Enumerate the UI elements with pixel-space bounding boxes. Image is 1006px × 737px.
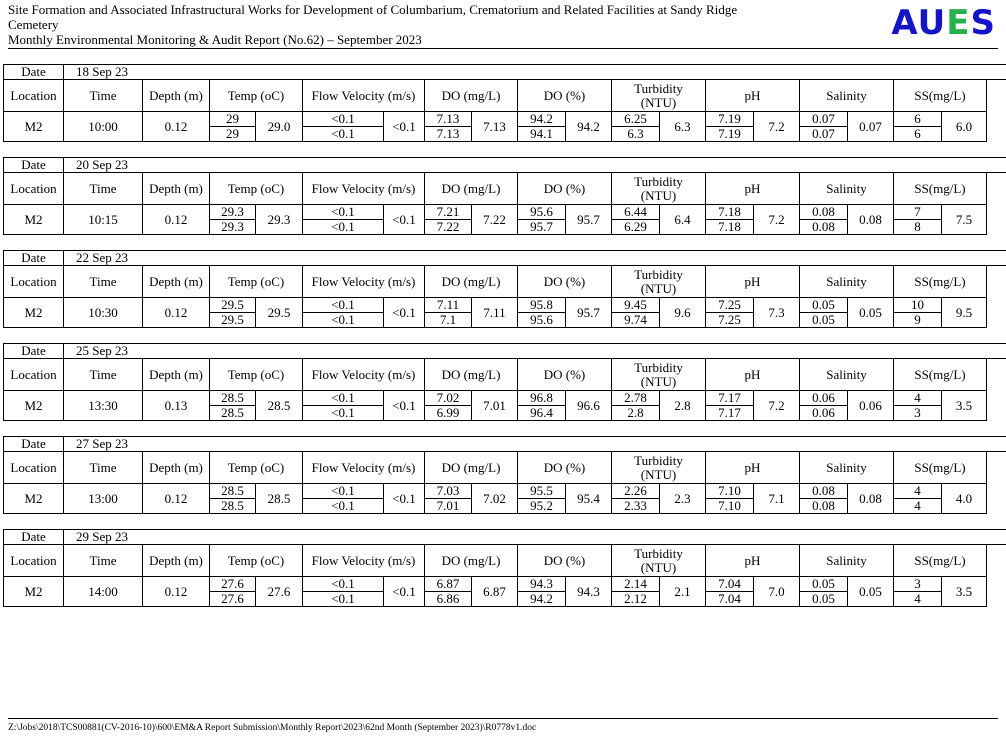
- temp-reading-2: 27.6: [210, 592, 256, 607]
- ph-header: pH: [706, 359, 800, 391]
- flow-velocity-header: Flow Velocity (m/s): [303, 545, 425, 577]
- salinity-header: Salinity: [800, 80, 894, 112]
- temp-reading-2: 29: [210, 127, 256, 142]
- temp-reading-1: 27.6: [210, 577, 256, 592]
- do-percent-reading-2: 95.7: [518, 220, 566, 235]
- do-percent-reading-2: 94.2: [518, 592, 566, 607]
- time-value: 13:30: [64, 391, 143, 421]
- do-mgl-reading-2: 7.13: [425, 127, 472, 142]
- temp-average: 29.0: [256, 112, 303, 142]
- depth-header: Depth (m): [143, 173, 210, 205]
- turbidity-header: [612, 80, 706, 112]
- column-header-row: [4, 173, 1006, 205]
- monitoring-table: [3, 64, 1006, 142]
- ss-reading-1: 4: [894, 484, 942, 499]
- ss-reading-2: 3: [894, 406, 942, 421]
- salinity-reading-1: 0.05: [800, 577, 848, 592]
- time-value: 10:15: [64, 205, 143, 235]
- ph-reading-1: 7.19: [706, 112, 754, 127]
- time-header: Time: [64, 452, 143, 484]
- turbidity-average: 2.3: [660, 484, 706, 514]
- location-value: M2: [4, 577, 64, 607]
- flow-velocity-average: <0.1: [384, 205, 425, 235]
- location-value: M2: [4, 205, 64, 235]
- flow-velocity-header: Flow Velocity (m/s): [303, 266, 425, 298]
- do-percent-average: 95.4: [566, 484, 612, 514]
- do-mgl-header: DO (mg/L): [425, 80, 518, 112]
- temp-average: 28.5: [256, 484, 303, 514]
- ss-header: SS(mg/L): [894, 359, 987, 391]
- column-header-row: [4, 545, 1006, 577]
- date-label: Date: [4, 344, 64, 359]
- title-line-2: Cemetery: [8, 17, 59, 32]
- temp-reading-1: 28.5: [210, 391, 256, 406]
- salinity-reading-2: 0.07: [800, 127, 848, 142]
- do-mgl-reading-1: 7.13: [425, 112, 472, 127]
- ph-reading-2: 7.04: [706, 592, 754, 607]
- do-percent-reading-2: 94.1: [518, 127, 566, 142]
- turbidity-reading-2: 2.33: [612, 499, 660, 514]
- ph-reading-1: 7.04: [706, 577, 754, 592]
- value-row-1: [4, 391, 1006, 406]
- temp-reading-1: 29: [210, 112, 256, 127]
- location-header: Location: [4, 266, 64, 298]
- date-value: 27 Sep 23: [64, 437, 1006, 452]
- depth-value: 0.12: [143, 577, 210, 607]
- turbidity-unit: (NTU): [640, 187, 677, 203]
- turbidity-reading-1: 9.45: [612, 298, 660, 313]
- do-mgl-reading-2: 6.99: [425, 406, 472, 421]
- depth-header: Depth (m): [143, 545, 210, 577]
- do-mgl-average: 7.13: [472, 112, 518, 142]
- ph-header: pH: [706, 545, 800, 577]
- temp-reading-1: 28.5: [210, 484, 256, 499]
- title-line-1: Site Formation and Associated Infrastructural Works for Development of Columbarium, Crematorium and Related Facilities at Sandy Ridge: [8, 2, 738, 17]
- do-mgl-average: 7.22: [472, 205, 518, 235]
- salinity-reading-1: 0.06: [800, 391, 848, 406]
- value-row-1: [4, 205, 1006, 220]
- do-percent-average: 95.7: [566, 205, 612, 235]
- ss-header: SS(mg/L): [894, 266, 987, 298]
- ph-average: 7.2: [754, 205, 800, 235]
- value-row-1: [4, 112, 1006, 127]
- column-header-row: [4, 452, 1006, 484]
- date-row: [4, 344, 1006, 359]
- monitoring-tables: [3, 64, 1004, 622]
- depth-value: 0.13: [143, 391, 210, 421]
- turbidity-reading-1: 2.78: [612, 391, 660, 406]
- ss-average: 3.5: [942, 391, 987, 421]
- salinity-reading-2: 0.05: [800, 592, 848, 607]
- time-header: Time: [64, 173, 143, 205]
- turbidity-average: 6.3: [660, 112, 706, 142]
- salinity-header: Salinity: [800, 173, 894, 205]
- do-mgl-reading-1: 7.11: [425, 298, 472, 313]
- turbidity-reading-2: 6.3: [612, 127, 660, 142]
- do-mgl-reading-1: 7.02: [425, 391, 472, 406]
- temp-average: 29.3: [256, 205, 303, 235]
- flow-velocity-reading-1: <0.1: [303, 577, 384, 592]
- monitoring-table: [3, 157, 1006, 235]
- do-percent-reading-1: 95.5: [518, 484, 566, 499]
- flow-velocity-reading-1: <0.1: [303, 298, 384, 313]
- salinity-average: 0.08: [848, 205, 894, 235]
- turbidity-header: [612, 545, 706, 577]
- do-mgl-average: 7.02: [472, 484, 518, 514]
- date-label: Date: [4, 65, 64, 80]
- ss-reading-2: 9: [894, 313, 942, 328]
- column-header-row: [4, 80, 1006, 112]
- turbidity-reading-1: 2.14: [612, 577, 660, 592]
- time-header: Time: [64, 545, 143, 577]
- salinity-header: Salinity: [800, 266, 894, 298]
- location-value: M2: [4, 112, 64, 142]
- ph-average: 7.3: [754, 298, 800, 328]
- ss-average: 4.0: [942, 484, 987, 514]
- ss-average: 9.5: [942, 298, 987, 328]
- depth-value: 0.12: [143, 298, 210, 328]
- temp-reading-2: 29.3: [210, 220, 256, 235]
- location-header: Location: [4, 545, 64, 577]
- salinity-reading-1: 0.05: [800, 298, 848, 313]
- ph-average: 7.1: [754, 484, 800, 514]
- do-percent-reading-2: 95.6: [518, 313, 566, 328]
- ph-header: pH: [706, 173, 800, 205]
- do-mgl-reading-1: 6.87: [425, 577, 472, 592]
- do-percent-header: DO (%): [518, 266, 612, 298]
- temp-reading-2: 28.5: [210, 499, 256, 514]
- salinity-reading-1: 0.07: [800, 112, 848, 127]
- location-value: M2: [4, 298, 64, 328]
- salinity-average: 0.05: [848, 298, 894, 328]
- time-value: 10:30: [64, 298, 143, 328]
- do-mgl-average: 7.11: [472, 298, 518, 328]
- temp-reading-1: 29.5: [210, 298, 256, 313]
- turbidity-unit: (NTU): [640, 94, 677, 110]
- do-mgl-reading-2: 7.01: [425, 499, 472, 514]
- ss-reading-2: 8: [894, 220, 942, 235]
- flow-velocity-reading-2: <0.1: [303, 592, 384, 607]
- salinity-reading-1: 0.08: [800, 205, 848, 220]
- report-header: [8, 2, 998, 49]
- value-row-1: [4, 298, 1006, 313]
- turbidity-reading-2: 6.29: [612, 220, 660, 235]
- time-header: Time: [64, 80, 143, 112]
- temp-header: Temp (oC): [210, 545, 303, 577]
- do-percent-reading-2: 96.4: [518, 406, 566, 421]
- ss-reading-1: 7: [894, 205, 942, 220]
- title-line-3: Monthly Environmental Monitoring & Audit Report (No.62) – September 2023: [8, 32, 422, 47]
- do-percent-average: 94.2: [566, 112, 612, 142]
- salinity-reading-2: 0.06: [800, 406, 848, 421]
- flow-velocity-average: <0.1: [384, 577, 425, 607]
- location-value: M2: [4, 391, 64, 421]
- turbidity-header: [612, 173, 706, 205]
- ph-reading-2: 7.17: [706, 406, 754, 421]
- turbidity-average: 9.6: [660, 298, 706, 328]
- flow-velocity-reading-2: <0.1: [303, 220, 384, 235]
- ph-header: pH: [706, 80, 800, 112]
- temp-reading-2: 29.5: [210, 313, 256, 328]
- temp-header: Temp (oC): [210, 80, 303, 112]
- turbidity-average: 6.4: [660, 205, 706, 235]
- do-percent-header: DO (%): [518, 545, 612, 577]
- do-percent-header: DO (%): [518, 80, 612, 112]
- ph-header: pH: [706, 266, 800, 298]
- turbidity-reading-1: 2.26: [612, 484, 660, 499]
- ph-reading-1: 7.10: [706, 484, 754, 499]
- flow-velocity-reading-2: <0.1: [303, 499, 384, 514]
- do-mgl-header: DO (mg/L): [425, 545, 518, 577]
- flow-velocity-reading-1: <0.1: [303, 205, 384, 220]
- monitoring-table: [3, 343, 1006, 421]
- salinity-reading-2: 0.08: [800, 499, 848, 514]
- flow-velocity-header: Flow Velocity (m/s): [303, 80, 425, 112]
- turbidity-unit: (NTU): [640, 559, 677, 575]
- ss-header: SS(mg/L): [894, 173, 987, 205]
- monitoring-table: [3, 436, 1006, 514]
- ss-reading-2: 6: [894, 127, 942, 142]
- ss-average: 7.5: [942, 205, 987, 235]
- do-mgl-header: DO (mg/L): [425, 266, 518, 298]
- turbidity-header: [612, 452, 706, 484]
- do-mgl-average: 7.01: [472, 391, 518, 421]
- turbidity-label: Turbidity: [634, 173, 683, 189]
- date-value: 18 Sep 23: [64, 65, 1006, 80]
- flow-velocity-average: <0.1: [384, 112, 425, 142]
- value-row-1: [4, 484, 1006, 499]
- ph-reading-1: 7.17: [706, 391, 754, 406]
- turbidity-header: [612, 359, 706, 391]
- do-mgl-reading-1: 7.21: [425, 205, 472, 220]
- time-header: Time: [64, 266, 143, 298]
- salinity-reading-2: 0.08: [800, 220, 848, 235]
- do-percent-reading-1: 96.8: [518, 391, 566, 406]
- date-value: 22 Sep 23: [64, 251, 1006, 266]
- date-row: [4, 65, 1006, 80]
- ss-header: SS(mg/L): [894, 80, 987, 112]
- turbidity-label: Turbidity: [634, 359, 683, 375]
- date-label: Date: [4, 437, 64, 452]
- do-percent-average: 96.6: [566, 391, 612, 421]
- temp-header: Temp (oC): [210, 452, 303, 484]
- ph-reading-2: 7.10: [706, 499, 754, 514]
- flow-velocity-reading-2: <0.1: [303, 127, 384, 142]
- turbidity-unit: (NTU): [640, 466, 677, 482]
- ph-header: pH: [706, 452, 800, 484]
- time-header: Time: [64, 359, 143, 391]
- salinity-header: Salinity: [800, 452, 894, 484]
- logo-part-2: E: [946, 3, 971, 43]
- ss-header: SS(mg/L): [894, 452, 987, 484]
- file-path-footer: Z:\Jobs\2018\TCS00881(CV-2016-10)\600\EM&A Report Submission\Monthly Report\2023\62nd Month (September 2023)\R0778v1.doc: [8, 718, 998, 734]
- temp-reading-1: 29.3: [210, 205, 256, 220]
- do-mgl-reading-2: 6.86: [425, 592, 472, 607]
- flow-velocity-header: Flow Velocity (m/s): [303, 173, 425, 205]
- depth-header: Depth (m): [143, 452, 210, 484]
- ss-average: 3.5: [942, 577, 987, 607]
- do-mgl-header: DO (mg/L): [425, 452, 518, 484]
- ss-reading-1: 3: [894, 577, 942, 592]
- do-percent-reading-1: 94.3: [518, 577, 566, 592]
- date-value: 20 Sep 23: [64, 158, 1006, 173]
- turbidity-reading-1: 6.25: [612, 112, 660, 127]
- location-value: M2: [4, 484, 64, 514]
- ss-header: SS(mg/L): [894, 545, 987, 577]
- turbidity-unit: (NTU): [640, 373, 677, 389]
- ph-reading-2: 7.18: [706, 220, 754, 235]
- do-percent-average: 94.3: [566, 577, 612, 607]
- date-value: 29 Sep 23: [64, 530, 1006, 545]
- flow-velocity-header: Flow Velocity (m/s): [303, 359, 425, 391]
- salinity-reading-1: 0.08: [800, 484, 848, 499]
- flow-velocity-average: <0.1: [384, 484, 425, 514]
- flow-velocity-average: <0.1: [384, 391, 425, 421]
- date-label: Date: [4, 158, 64, 173]
- monitoring-table: [3, 529, 1006, 607]
- temp-reading-2: 28.5: [210, 406, 256, 421]
- do-mgl-reading-1: 7.03: [425, 484, 472, 499]
- temp-average: 29.5: [256, 298, 303, 328]
- flow-velocity-reading-2: <0.1: [303, 406, 384, 421]
- turbidity-label: Turbidity: [634, 80, 683, 96]
- depth-header: Depth (m): [143, 80, 210, 112]
- ph-average: 7.2: [754, 391, 800, 421]
- ph-reading-2: 7.25: [706, 313, 754, 328]
- location-header: Location: [4, 452, 64, 484]
- do-mgl-header: DO (mg/L): [425, 359, 518, 391]
- do-percent-header: DO (%): [518, 452, 612, 484]
- flow-velocity-average: <0.1: [384, 298, 425, 328]
- do-percent-reading-1: 95.8: [518, 298, 566, 313]
- date-value: 25 Sep 23: [64, 344, 1006, 359]
- flow-velocity-reading-1: <0.1: [303, 391, 384, 406]
- ss-reading-2: 4: [894, 592, 942, 607]
- location-header: Location: [4, 359, 64, 391]
- turbidity-header: [612, 266, 706, 298]
- ph-average: 7.2: [754, 112, 800, 142]
- date-row: [4, 251, 1006, 266]
- salinity-average: 0.07: [848, 112, 894, 142]
- turbidity-label: Turbidity: [634, 545, 683, 561]
- location-header: Location: [4, 80, 64, 112]
- ph-average: 7.0: [754, 577, 800, 607]
- time-value: 13:00: [64, 484, 143, 514]
- report-title: [8, 2, 868, 47]
- flow-velocity-reading-2: <0.1: [303, 313, 384, 328]
- do-percent-reading-1: 94.2: [518, 112, 566, 127]
- column-header-row: [4, 359, 1006, 391]
- monitoring-table: [3, 250, 1006, 328]
- ph-reading-1: 7.25: [706, 298, 754, 313]
- salinity-average: 0.06: [848, 391, 894, 421]
- salinity-header: Salinity: [800, 359, 894, 391]
- turbidity-reading-2: 9.74: [612, 313, 660, 328]
- ss-reading-1: 10: [894, 298, 942, 313]
- date-row: [4, 158, 1006, 173]
- do-percent-reading-2: 95.2: [518, 499, 566, 514]
- depth-header: Depth (m): [143, 266, 210, 298]
- temp-header: Temp (oC): [210, 266, 303, 298]
- ss-reading-1: 4: [894, 391, 942, 406]
- logo-part-1: AU: [891, 3, 947, 43]
- time-value: 10:00: [64, 112, 143, 142]
- turbidity-reading-1: 6.44: [612, 205, 660, 220]
- date-label: Date: [4, 251, 64, 266]
- salinity-reading-2: 0.05: [800, 313, 848, 328]
- turbidity-label: Turbidity: [634, 266, 683, 282]
- flow-velocity-reading-1: <0.1: [303, 484, 384, 499]
- do-mgl-reading-2: 7.1: [425, 313, 472, 328]
- temp-header: Temp (oC): [210, 359, 303, 391]
- turbidity-reading-2: 2.8: [612, 406, 660, 421]
- depth-value: 0.12: [143, 205, 210, 235]
- date-label: Date: [4, 530, 64, 545]
- column-header-row: [4, 266, 1006, 298]
- date-row: [4, 437, 1006, 452]
- do-percent-reading-1: 95.6: [518, 205, 566, 220]
- do-mgl-header: DO (mg/L): [425, 173, 518, 205]
- flow-velocity-header: Flow Velocity (m/s): [303, 452, 425, 484]
- date-row: [4, 530, 1006, 545]
- time-value: 14:00: [64, 577, 143, 607]
- do-mgl-reading-2: 7.22: [425, 220, 472, 235]
- ss-average: 6.0: [942, 112, 987, 142]
- do-percent-header: DO (%): [518, 173, 612, 205]
- salinity-header: Salinity: [800, 545, 894, 577]
- turbidity-reading-2: 2.12: [612, 592, 660, 607]
- flow-velocity-reading-1: <0.1: [303, 112, 384, 127]
- temp-header: Temp (oC): [210, 173, 303, 205]
- aues-logo: [891, 5, 996, 41]
- turbidity-label: Turbidity: [634, 452, 683, 468]
- do-mgl-average: 6.87: [472, 577, 518, 607]
- value-row-1: [4, 577, 1006, 592]
- do-percent-header: DO (%): [518, 359, 612, 391]
- ph-reading-1: 7.18: [706, 205, 754, 220]
- temp-average: 28.5: [256, 391, 303, 421]
- location-header: Location: [4, 173, 64, 205]
- temp-average: 27.6: [256, 577, 303, 607]
- turbidity-average: 2.1: [660, 577, 706, 607]
- ss-reading-2: 4: [894, 499, 942, 514]
- do-percent-average: 95.7: [566, 298, 612, 328]
- salinity-average: 0.05: [848, 577, 894, 607]
- turbidity-average: 2.8: [660, 391, 706, 421]
- ph-reading-2: 7.19: [706, 127, 754, 142]
- depth-value: 0.12: [143, 484, 210, 514]
- depth-header: Depth (m): [143, 359, 210, 391]
- ss-reading-1: 6: [894, 112, 942, 127]
- salinity-average: 0.08: [848, 484, 894, 514]
- logo-part-3: S: [970, 3, 996, 43]
- depth-value: 0.12: [143, 112, 210, 142]
- turbidity-unit: (NTU): [640, 280, 677, 296]
